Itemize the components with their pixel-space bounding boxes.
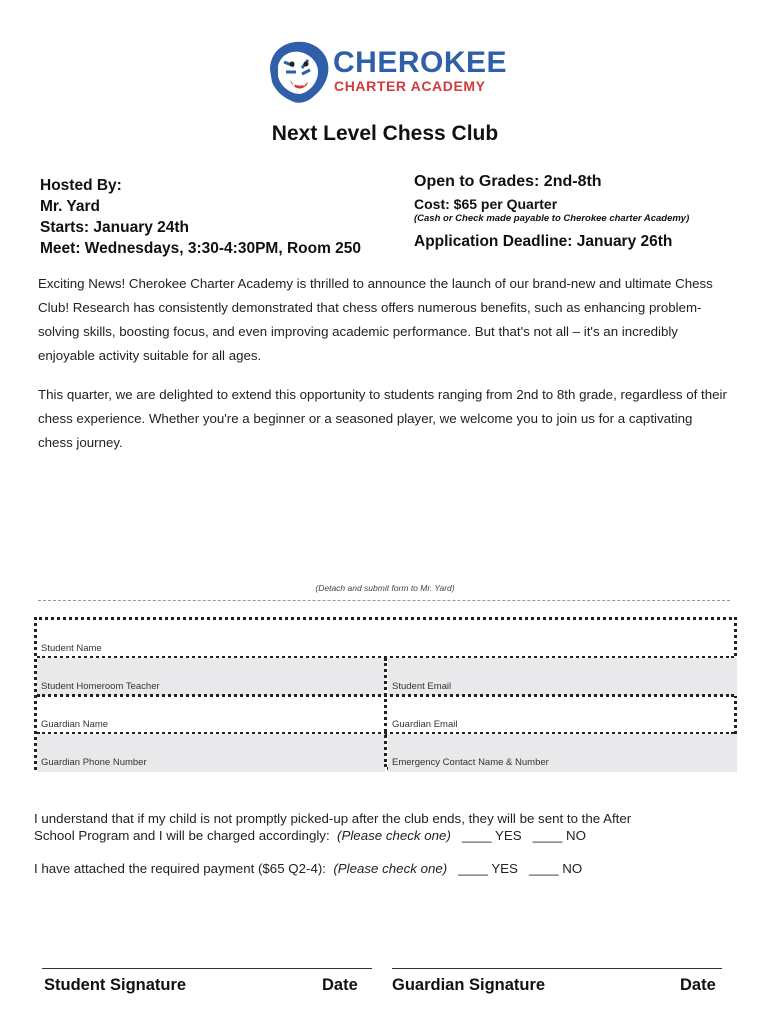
pickup-yes-no[interactable]: ____ YES ____ NO — [461, 828, 586, 843]
logo-subtitle: CHARTER ACADEMY — [334, 78, 486, 94]
homeroom-teacher-label: Student Homeroom Teacher — [41, 681, 160, 692]
application-deadline: Application Deadline: January 26th — [414, 233, 673, 250]
student-signature-label: Student Signature — [44, 976, 187, 994]
student-name-field[interactable] — [37, 620, 734, 658]
emergency-contact-label: Emergency Contact Name & Number — [392, 757, 549, 768]
pickup-statement-line1: I understand that if my child is not promptly picked-up after the club ends, they will be sent to the After — [34, 811, 632, 826]
guardian-phone-field[interactable] — [37, 734, 385, 772]
registration-form — [34, 617, 737, 770]
payment-note: (Cash or Check made payable to Cherokee charter Academy) — [414, 213, 690, 224]
student-email-label: Student Email — [392, 681, 452, 692]
quarter-paragraph: This quarter, we are delighted to extend this opportunity to students ranging from 2nd to 8th grade, regardless of their chess experience. Whether you're a beginner or a seasoned player, we welcome you to join us for a captivating chess journey. — [38, 387, 727, 450]
pickup-check-instruction: (Please check one) — [337, 828, 451, 843]
detach-note: (Detach and submit form to Mr. Yard) — [315, 583, 455, 593]
pickup-statement — [34, 810, 631, 844]
student-name-label: Student Name — [41, 643, 102, 654]
meeting-time: Meet: Wednesdays, 3:30-4:30PM, Room 250 — [40, 240, 362, 257]
guardian-phone-label: Guardian Phone Number — [41, 757, 147, 768]
student-date-label: Date — [322, 976, 358, 994]
intro-paragraph: Exciting News! Cherokee Charter Academy is thrilled to announce the launch of our brand-new and ultimate Chess Club! Research has consistently demonstrated that chess offers numerous benefits, such as enhancing problem-solving skills, boosting focus, and even improving academic performance. But that's not all – it's an incredibly enjoyable activity suitable for all ages. — [38, 276, 713, 363]
pickup-statement-line2 — [34, 827, 631, 844]
detach-line — [38, 600, 730, 601]
form-row-student-name — [37, 620, 734, 658]
host-info — [40, 175, 361, 259]
payment-statement — [34, 860, 582, 877]
form-column-divider — [384, 658, 387, 767]
pickup-statement-text: School Program and I will be charged accordingly: — [34, 828, 330, 843]
grades-info: Open to Grades: 2nd-8th — [414, 173, 602, 190]
guardian-signature-line[interactable] — [392, 968, 722, 969]
student-email-field[interactable] — [388, 658, 737, 696]
host-name: Mr. Yard — [40, 198, 101, 215]
guardian-email-field[interactable] — [388, 696, 737, 734]
emergency-contact-field[interactable] — [388, 734, 737, 772]
payment-check-instruction: (Please check one) — [333, 861, 448, 876]
payment-yes-no[interactable]: ____ YES ____ NO — [458, 861, 583, 876]
page-title: Next Level Chess Club — [271, 122, 499, 145]
hosted-by-label: Hosted By: — [40, 177, 122, 194]
guardian-name-field[interactable] — [37, 696, 385, 734]
payment-statement-text: I have attached the required payment ($65 Q2-4): — [34, 861, 326, 876]
student-signature-line[interactable] — [42, 968, 372, 969]
start-date: Starts: January 24th — [40, 219, 190, 236]
cost-info: Cost: $65 per Quarter — [414, 196, 558, 212]
guardian-date-label: Date — [680, 976, 716, 994]
guardian-signature-label: Guardian Signature — [392, 976, 546, 994]
guardian-email-label: Guardian Email — [392, 719, 458, 730]
guardian-name-label: Guardian Name — [41, 719, 109, 730]
homeroom-teacher-field[interactable] — [37, 658, 385, 696]
logo-name: CHEROKEE — [333, 46, 508, 79]
